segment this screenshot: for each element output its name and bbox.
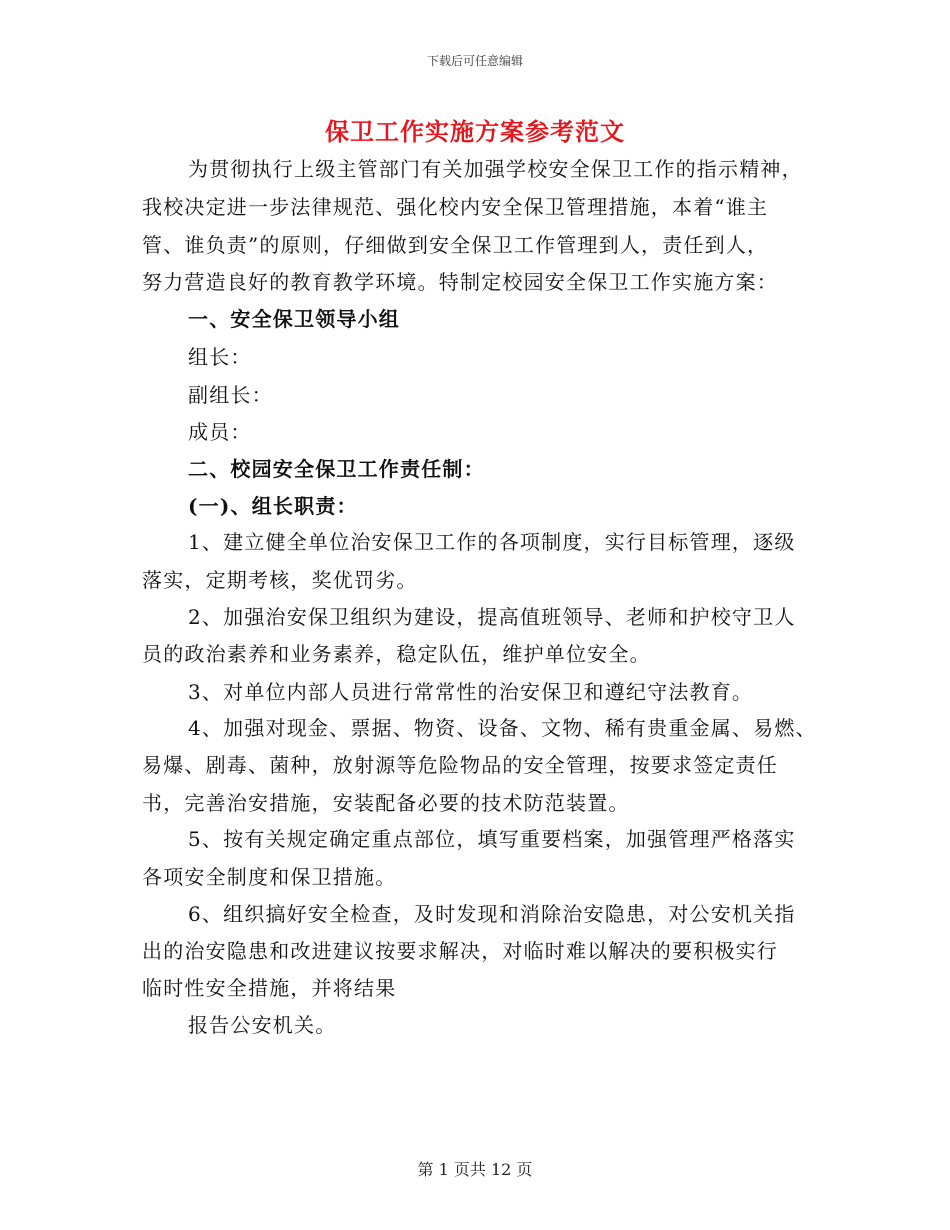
paragraph-line: 为贯彻执行上级主管部门有关加强学校安全保卫工作的指示精神， [188,157,803,181]
paragraph-line: 临时性安全措施，并将结果 [142,976,397,1000]
paragraph-line: 书，完善治安措施，安装配备必要的技术防范装置。 [142,791,630,815]
page-number: 第 1 页共 12 页 [417,1160,533,1179]
paragraph-line: 易爆、剧毒、菌种，放射源等危险物品的安全管理，按要求签定责任 [142,753,778,777]
paragraph-line: 出的治安隐患和改进建议按要求解决，对临时难以解决的要积极实行 [142,939,778,963]
paragraph-line: 4、加强对现金、票据、物资、设备、文物、稀有贵重金属、易燃、 [188,716,817,740]
paragraph-line: 各项安全制度和保卫措施。 [142,865,397,889]
paragraph-line: 2、加强治安保卫组织为建设，提高值班领导、老师和护校守卫人 [188,605,796,629]
paragraph-line: 管、谁负责”的原则，仔细做到安全保卫工作管理到人，责任到人， [142,233,769,257]
paragraph-line: 我校决定进一步法律规范、强化校内安全保卫管理措施，本着“谁主 [142,195,769,219]
section-heading: 二、校园安全保卫工作责任制： [188,457,485,481]
paragraph-line: 努力营造良好的教育教学环境。特制定校园安全保卫工作实施方案： [142,270,778,294]
paragraph-line: 1、建立健全单位治安保卫工作的各项制度，实行目标管理，逐级 [188,530,796,554]
paragraph-line: 6、组织搞好安全检查，及时发现和消除治安隐患，对公安机关指 [188,902,796,926]
subsection-heading: (一)、组长职责： [188,494,358,518]
paragraph-line: 组长： [188,345,252,369]
paragraph-line: 3、对单位内部人员进行常常性的治安保卫和遵纪守法教育。 [188,680,754,704]
paragraph-line: 5、按有关规定确定重点部位，填写重要档案，加强管理严格落实 [188,827,796,851]
section-heading: 一、安全保卫领导小组 [188,307,400,331]
header-note: 下载后可任意编辑 [426,54,523,68]
paragraph-line: 报告公安机关。 [188,1013,337,1037]
paragraph-line: 员的政治素养和业务素养，稳定队伍，维护单位安全。 [142,642,651,666]
paragraph-line: 落实，定期考核，奖优罚劣。 [142,568,418,592]
paragraph-line: 成员： [188,420,252,444]
document-title: 保卫工作实施方案参考范文 [325,117,625,146]
paragraph-line: 副组长： [188,383,273,407]
